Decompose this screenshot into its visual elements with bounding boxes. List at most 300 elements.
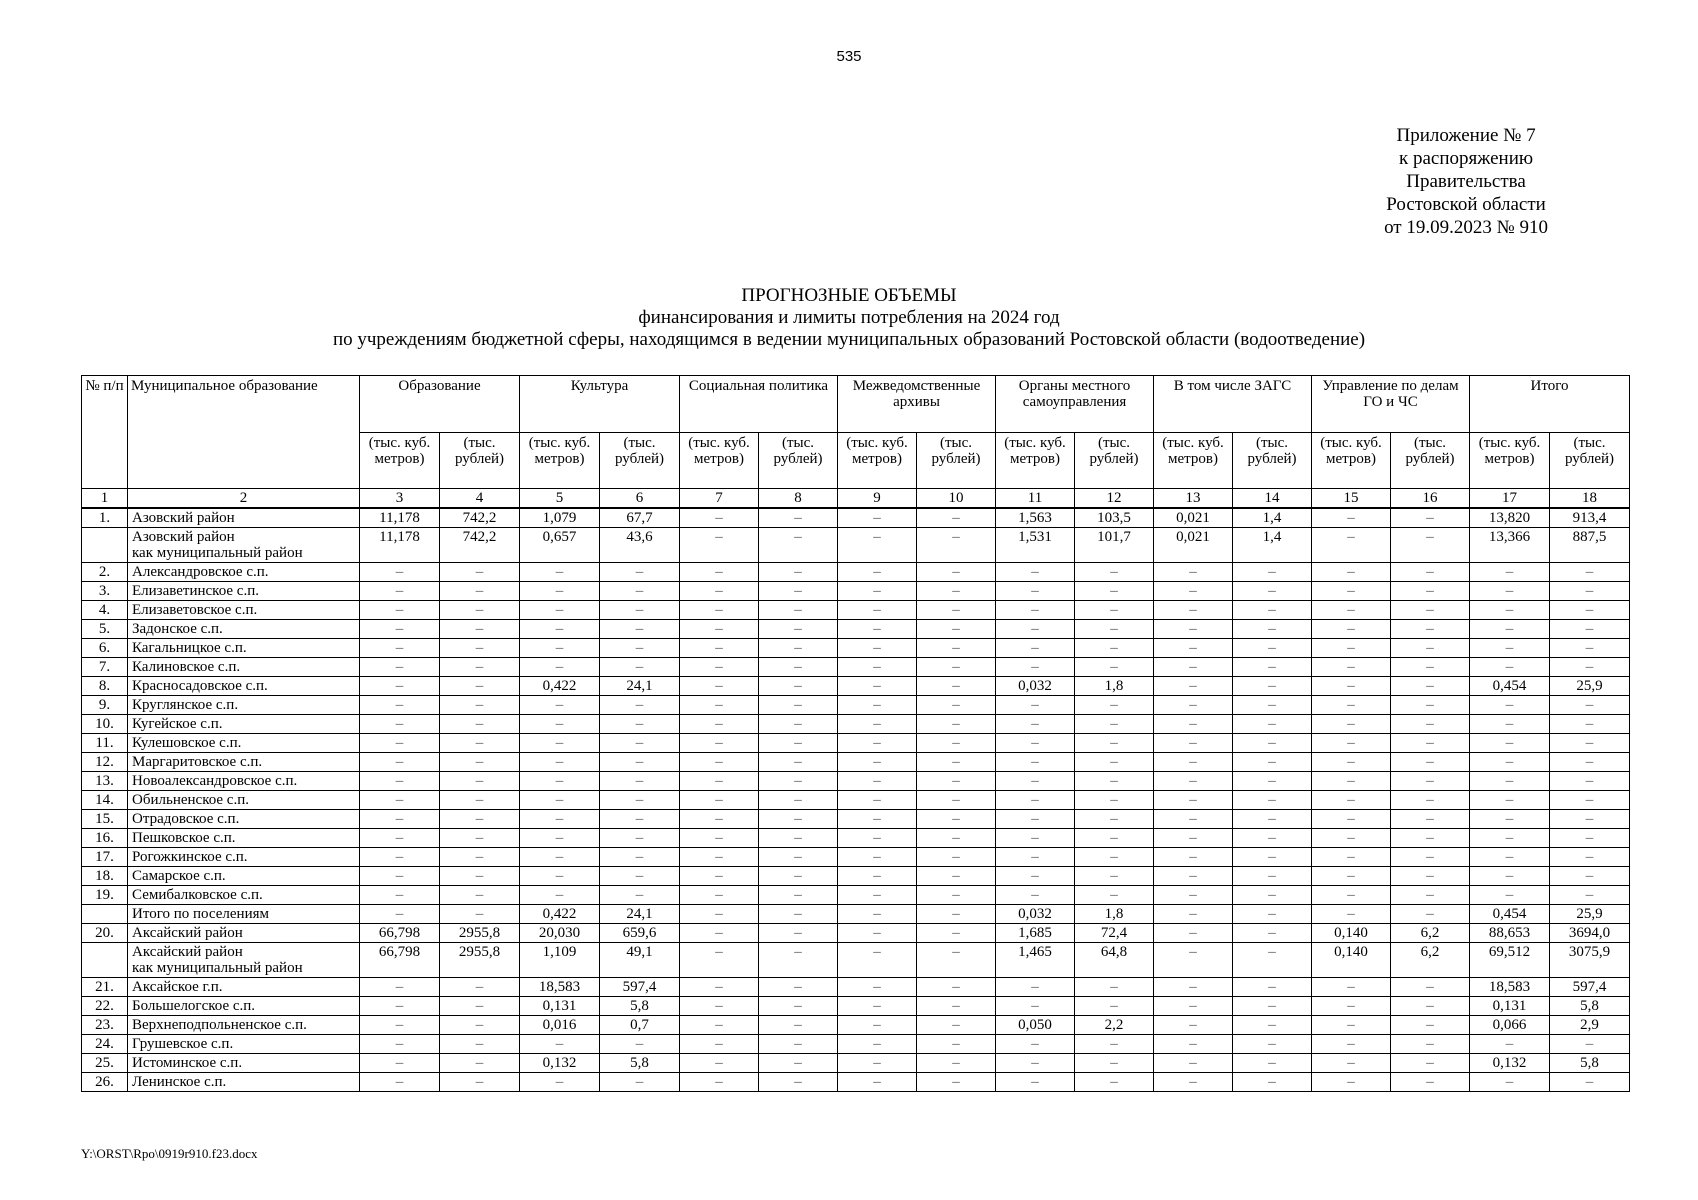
header-group-archives: Межведомственные архивы xyxy=(838,376,996,433)
column-number: 7 xyxy=(680,489,759,509)
row-number: 10. xyxy=(82,715,128,734)
value-cell: – xyxy=(1550,563,1630,582)
header-unit: (тыс. куб. метров) xyxy=(360,433,440,489)
value-cell: – xyxy=(838,563,917,582)
row-number: 17. xyxy=(82,848,128,867)
value-cell: – xyxy=(1233,715,1312,734)
table-row xyxy=(82,943,1630,978)
value-cell: – xyxy=(600,829,680,848)
value-cell: – xyxy=(1470,867,1550,886)
value-cell: 2,2 xyxy=(1075,1016,1154,1035)
table-row xyxy=(82,1054,1630,1073)
value-cell: – xyxy=(996,734,1075,753)
value-cell: – xyxy=(838,620,917,639)
value-cell: – xyxy=(1312,867,1391,886)
column-number: 10 xyxy=(917,489,996,509)
value-cell: – xyxy=(1550,829,1630,848)
value-cell: – xyxy=(680,582,759,601)
title-line-2: финансирования и лимиты потребления на 2024 год xyxy=(638,307,1060,328)
value-cell: – xyxy=(917,658,996,677)
value-cell: – xyxy=(680,734,759,753)
value-cell: – xyxy=(1391,715,1470,734)
value-cell: – xyxy=(1391,848,1470,867)
municipality-name-line: Маргаритовское с.п. xyxy=(132,754,263,770)
value-cell: 67,7 xyxy=(600,508,680,528)
row-number: 16. xyxy=(82,829,128,848)
value-cell: – xyxy=(440,658,520,677)
row-number: 15. xyxy=(82,810,128,829)
value-cell: – xyxy=(1233,1035,1312,1054)
value-cell: – xyxy=(1312,639,1391,658)
value-cell: 25,9 xyxy=(1550,905,1630,924)
value-cell: – xyxy=(917,677,996,696)
value-cell: – xyxy=(1075,734,1154,753)
table-row xyxy=(82,528,1630,563)
value-cell: 11,178 xyxy=(360,528,440,563)
value-cell: – xyxy=(360,753,440,772)
value-cell: – xyxy=(1154,772,1233,791)
municipality-name xyxy=(128,715,360,734)
value-cell: 66,798 xyxy=(360,943,440,978)
value-cell: – xyxy=(1075,563,1154,582)
value-cell: – xyxy=(759,696,838,715)
value-cell: – xyxy=(680,563,759,582)
value-cell: – xyxy=(1391,772,1470,791)
value-cell: – xyxy=(1154,639,1233,658)
value-cell: – xyxy=(996,810,1075,829)
value-cell: – xyxy=(996,639,1075,658)
value-cell: – xyxy=(680,528,759,563)
value-cell: – xyxy=(996,1073,1075,1092)
value-cell: – xyxy=(440,753,520,772)
value-cell: – xyxy=(1233,1073,1312,1092)
value-cell: – xyxy=(1075,772,1154,791)
value-cell: – xyxy=(1391,677,1470,696)
header-group-culture: Культура xyxy=(520,376,680,433)
value-cell: – xyxy=(917,924,996,943)
value-cell: – xyxy=(759,829,838,848)
value-cell: – xyxy=(1470,848,1550,867)
row-number: 24. xyxy=(82,1035,128,1054)
value-cell: – xyxy=(759,658,838,677)
value-cell: – xyxy=(917,696,996,715)
header-unit: (тыс. куб. метров) xyxy=(1154,433,1233,489)
value-cell: – xyxy=(996,1035,1075,1054)
value-cell: – xyxy=(838,1054,917,1073)
value-cell: – xyxy=(759,997,838,1016)
value-cell: – xyxy=(1391,1073,1470,1092)
municipality-name xyxy=(128,978,360,997)
table-row xyxy=(82,677,1630,696)
value-cell: – xyxy=(917,508,996,528)
value-cell: – xyxy=(1550,582,1630,601)
value-cell: – xyxy=(1312,886,1391,905)
value-cell: – xyxy=(520,829,600,848)
value-cell: 0,050 xyxy=(996,1016,1075,1035)
value-cell: – xyxy=(600,1035,680,1054)
value-cell: – xyxy=(1233,582,1312,601)
municipality-name-line: Круглянское с.п. xyxy=(132,697,239,713)
value-cell: – xyxy=(917,1073,996,1092)
value-cell: – xyxy=(520,791,600,810)
value-cell: – xyxy=(360,1035,440,1054)
value-cell: – xyxy=(1312,791,1391,810)
value-cell: – xyxy=(838,848,917,867)
value-cell: – xyxy=(360,997,440,1016)
municipality-name xyxy=(128,848,360,867)
value-cell: – xyxy=(1312,620,1391,639)
value-cell: – xyxy=(759,753,838,772)
value-cell: – xyxy=(1233,791,1312,810)
value-cell: – xyxy=(680,677,759,696)
municipality-name-line: Истоминское с.п. xyxy=(132,1055,243,1071)
value-cell: – xyxy=(1391,905,1470,924)
value-cell: – xyxy=(1312,1054,1391,1073)
value-cell: – xyxy=(1470,886,1550,905)
municipality-name-line: Обильненское с.п. xyxy=(132,792,249,808)
value-cell: 0,032 xyxy=(996,677,1075,696)
value-cell: 13,366 xyxy=(1470,528,1550,563)
value-cell: 1,8 xyxy=(1075,677,1154,696)
municipality-name-line: Красносадовское с.п. xyxy=(132,678,268,694)
value-cell: – xyxy=(1312,677,1391,696)
municipality-name-line: Самарское с.п. xyxy=(132,868,226,884)
value-cell: – xyxy=(759,1035,838,1054)
header-group-zags: В том числе ЗАГС xyxy=(1154,376,1312,433)
value-cell: – xyxy=(1312,696,1391,715)
value-cell: – xyxy=(1154,1035,1233,1054)
value-cell: – xyxy=(1391,734,1470,753)
value-cell: – xyxy=(917,867,996,886)
value-cell: – xyxy=(600,563,680,582)
value-cell: – xyxy=(360,1016,440,1035)
value-cell: 64,8 xyxy=(1075,943,1154,978)
value-cell: – xyxy=(917,905,996,924)
value-cell: – xyxy=(759,582,838,601)
municipality-name-line: Большелогское с.п. xyxy=(132,998,256,1014)
value-cell: – xyxy=(759,601,838,620)
value-cell: – xyxy=(1075,848,1154,867)
value-cell: – xyxy=(838,1016,917,1035)
value-cell: – xyxy=(1470,639,1550,658)
value-cell: – xyxy=(1075,867,1154,886)
value-cell: – xyxy=(1391,639,1470,658)
value-cell: 1,8 xyxy=(1075,905,1154,924)
file-path-footer: Y:\ORST\Rpo\0919r910.f23.docx xyxy=(81,1146,258,1161)
value-cell: – xyxy=(1154,582,1233,601)
value-cell: 0,066 xyxy=(1470,1016,1550,1035)
value-cell: – xyxy=(680,715,759,734)
value-cell: – xyxy=(1312,1035,1391,1054)
municipality-name xyxy=(128,905,360,924)
municipality-name-line: Аксайский район xyxy=(132,944,243,960)
value-cell: – xyxy=(1312,810,1391,829)
value-cell: – xyxy=(838,810,917,829)
value-cell: – xyxy=(1470,658,1550,677)
column-number: 15 xyxy=(1312,489,1391,509)
value-cell: – xyxy=(520,620,600,639)
value-cell: – xyxy=(1470,810,1550,829)
value-cell: – xyxy=(759,772,838,791)
value-cell: – xyxy=(1233,829,1312,848)
value-cell: – xyxy=(360,639,440,658)
value-cell: – xyxy=(1550,1035,1630,1054)
municipality-name-line: Итого по поселениям xyxy=(132,906,269,922)
value-cell: – xyxy=(917,1035,996,1054)
value-cell: – xyxy=(600,886,680,905)
municipality-name xyxy=(128,772,360,791)
value-cell: 0,657 xyxy=(520,528,600,563)
value-cell: – xyxy=(1233,978,1312,997)
value-cell: – xyxy=(680,1054,759,1073)
value-cell: 1,079 xyxy=(520,508,600,528)
municipality-name-line: Семибалковское с.п. xyxy=(132,887,263,903)
value-cell: – xyxy=(1550,620,1630,639)
table-row xyxy=(82,734,1630,753)
value-cell: – xyxy=(1391,508,1470,528)
value-cell: – xyxy=(1154,924,1233,943)
value-cell: – xyxy=(440,677,520,696)
value-cell: – xyxy=(440,1035,520,1054)
value-cell: – xyxy=(440,905,520,924)
header-unit: (тыс. рублей) xyxy=(1550,433,1630,489)
value-cell: – xyxy=(1233,601,1312,620)
value-cell: – xyxy=(360,696,440,715)
value-cell: – xyxy=(1154,997,1233,1016)
value-cell: – xyxy=(1391,829,1470,848)
value-cell: – xyxy=(520,658,600,677)
value-cell: – xyxy=(1233,772,1312,791)
table-row xyxy=(82,886,1630,905)
value-cell: – xyxy=(917,1054,996,1073)
municipality-name-line: Елизаветинское с.п. xyxy=(132,583,259,599)
value-cell: – xyxy=(1550,810,1630,829)
value-cell: – xyxy=(440,886,520,905)
row-number: 13. xyxy=(82,772,128,791)
value-cell: – xyxy=(1312,508,1391,528)
value-cell: – xyxy=(996,978,1075,997)
table-row xyxy=(82,772,1630,791)
table-row xyxy=(82,563,1630,582)
value-cell: – xyxy=(917,997,996,1016)
value-cell: – xyxy=(1550,601,1630,620)
value-cell: 597,4 xyxy=(1550,978,1630,997)
municipality-name xyxy=(128,620,360,639)
value-cell: – xyxy=(1233,1016,1312,1035)
value-cell: 0,7 xyxy=(600,1016,680,1035)
value-cell: – xyxy=(838,734,917,753)
value-cell: – xyxy=(440,696,520,715)
value-cell: – xyxy=(440,715,520,734)
value-cell: – xyxy=(1154,1054,1233,1073)
row-number: 23. xyxy=(82,1016,128,1035)
row-number: 25. xyxy=(82,1054,128,1073)
value-cell: – xyxy=(838,528,917,563)
value-cell: – xyxy=(1075,886,1154,905)
value-cell: – xyxy=(1391,620,1470,639)
value-cell: – xyxy=(1312,601,1391,620)
municipality-name-line: как муниципальный район xyxy=(132,545,303,561)
table-row xyxy=(82,905,1630,924)
value-cell: – xyxy=(1233,997,1312,1016)
value-cell: – xyxy=(680,905,759,924)
value-cell: – xyxy=(600,791,680,810)
value-cell: – xyxy=(1391,753,1470,772)
value-cell: – xyxy=(680,886,759,905)
value-cell: – xyxy=(759,563,838,582)
value-cell: 24,1 xyxy=(600,677,680,696)
value-cell: 1,109 xyxy=(520,943,600,978)
value-cell: 5,8 xyxy=(600,1054,680,1073)
value-cell: – xyxy=(360,563,440,582)
value-cell: 742,2 xyxy=(440,508,520,528)
value-cell: – xyxy=(996,829,1075,848)
value-cell: – xyxy=(600,582,680,601)
table-body xyxy=(82,489,1630,1092)
value-cell: – xyxy=(1233,620,1312,639)
value-cell: – xyxy=(917,753,996,772)
header-group-total: Итого xyxy=(1470,376,1630,433)
header-unit: (тыс. куб. метров) xyxy=(838,433,917,489)
value-cell: – xyxy=(360,601,440,620)
value-cell: 0,021 xyxy=(1154,508,1233,528)
municipality-name-line: Азовский район xyxy=(132,510,235,526)
value-cell: – xyxy=(440,620,520,639)
header-group-civil-defense: Управление по делам ГО и ЧС xyxy=(1312,376,1470,433)
value-cell: – xyxy=(680,508,759,528)
value-cell: – xyxy=(440,1073,520,1092)
value-cell: – xyxy=(360,582,440,601)
value-cell: – xyxy=(520,1035,600,1054)
value-cell: – xyxy=(360,734,440,753)
value-cell: – xyxy=(600,753,680,772)
value-cell: – xyxy=(838,753,917,772)
value-cell: – xyxy=(1312,997,1391,1016)
value-cell: – xyxy=(360,1054,440,1073)
value-cell: – xyxy=(360,867,440,886)
value-cell: 0,140 xyxy=(1312,943,1391,978)
municipality-name-line: Новоалександровское с.п. xyxy=(132,773,298,789)
value-cell: – xyxy=(838,696,917,715)
value-cell: – xyxy=(996,1054,1075,1073)
value-cell: – xyxy=(1550,639,1630,658)
value-cell: 25,9 xyxy=(1550,677,1630,696)
table-row xyxy=(82,639,1630,658)
value-cell: – xyxy=(917,620,996,639)
appendix-line: от 19.09.2023 № 910 xyxy=(1384,217,1548,238)
title-line-1: ПРОГНОЗНЫЕ ОБЪЕМЫ xyxy=(741,285,957,306)
row-number: 2. xyxy=(82,563,128,582)
value-cell: 0,132 xyxy=(1470,1054,1550,1073)
value-cell: – xyxy=(1550,791,1630,810)
value-cell: – xyxy=(440,734,520,753)
value-cell: – xyxy=(1233,867,1312,886)
value-cell: – xyxy=(1154,886,1233,905)
header-unit: (тыс. рублей) xyxy=(759,433,838,489)
table-row xyxy=(82,1016,1630,1035)
value-cell: – xyxy=(520,601,600,620)
value-cell: – xyxy=(1391,810,1470,829)
value-cell: – xyxy=(1550,867,1630,886)
value-cell: – xyxy=(759,1016,838,1035)
municipality-name xyxy=(128,791,360,810)
municipality-name xyxy=(128,829,360,848)
value-cell: – xyxy=(600,848,680,867)
value-cell: – xyxy=(917,563,996,582)
value-cell: – xyxy=(1550,753,1630,772)
value-cell: – xyxy=(759,620,838,639)
value-cell: – xyxy=(1550,848,1630,867)
municipality-name-line: Аксайское г.п. xyxy=(132,979,223,995)
value-cell: – xyxy=(1470,563,1550,582)
value-cell: 5,8 xyxy=(1550,997,1630,1016)
value-cell: – xyxy=(1470,791,1550,810)
value-cell: – xyxy=(1075,810,1154,829)
row-number: 8. xyxy=(82,677,128,696)
value-cell: – xyxy=(1154,848,1233,867)
value-cell: – xyxy=(1391,1016,1470,1035)
value-cell: 2955,8 xyxy=(440,924,520,943)
value-cell: – xyxy=(440,1054,520,1073)
municipality-name xyxy=(128,867,360,886)
value-cell: – xyxy=(440,1016,520,1035)
value-cell: 69,512 xyxy=(1470,943,1550,978)
column-number: 17 xyxy=(1470,489,1550,509)
value-cell: – xyxy=(1154,677,1233,696)
appendix-block xyxy=(1384,124,1548,239)
table-row xyxy=(82,867,1630,886)
value-cell: – xyxy=(520,772,600,791)
value-cell: 6,2 xyxy=(1391,943,1470,978)
value-cell: – xyxy=(759,715,838,734)
value-cell: – xyxy=(1075,658,1154,677)
value-cell: 49,1 xyxy=(600,943,680,978)
value-cell: – xyxy=(440,601,520,620)
value-cell: – xyxy=(996,886,1075,905)
row-number: 5. xyxy=(82,620,128,639)
value-cell: – xyxy=(1391,791,1470,810)
table-row xyxy=(82,601,1630,620)
value-cell: – xyxy=(1312,658,1391,677)
value-cell: – xyxy=(1312,734,1391,753)
value-cell: 5,8 xyxy=(1550,1054,1630,1073)
municipality-name-line: Аксайский район xyxy=(132,925,243,941)
value-cell: 13,820 xyxy=(1470,508,1550,528)
value-cell: – xyxy=(996,658,1075,677)
value-cell: – xyxy=(1550,886,1630,905)
table-row xyxy=(82,582,1630,601)
value-cell: – xyxy=(1233,753,1312,772)
header-num: № п/п xyxy=(82,376,128,489)
header-group-social-policy: Социальная политика xyxy=(680,376,838,433)
value-cell: – xyxy=(996,563,1075,582)
value-cell: – xyxy=(1233,734,1312,753)
appendix-line: Правительства xyxy=(1406,171,1526,192)
value-cell: – xyxy=(1154,829,1233,848)
value-cell: – xyxy=(838,978,917,997)
value-cell: – xyxy=(600,734,680,753)
municipality-name-line: Задонское с.п. xyxy=(132,621,223,637)
municipality-name xyxy=(128,582,360,601)
value-cell: – xyxy=(996,867,1075,886)
value-cell: – xyxy=(1391,528,1470,563)
value-cell: – xyxy=(1550,734,1630,753)
value-cell: – xyxy=(520,696,600,715)
row-number: 4. xyxy=(82,601,128,620)
value-cell: – xyxy=(1391,658,1470,677)
table-row xyxy=(82,978,1630,997)
value-cell: – xyxy=(1075,696,1154,715)
